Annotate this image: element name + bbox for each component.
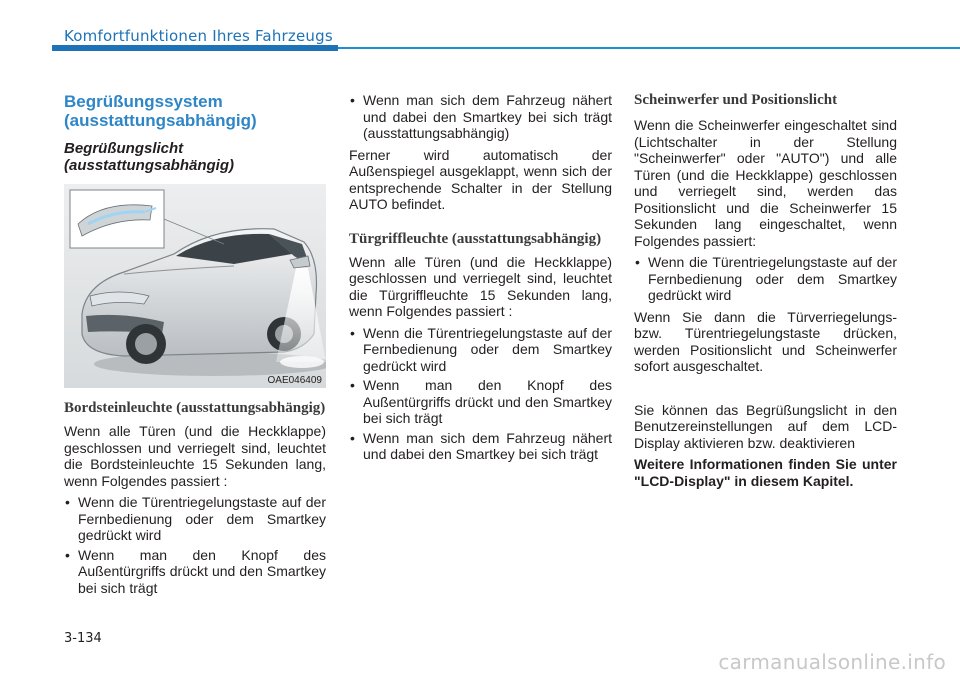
figure-code: OAE046409 [267,375,322,386]
car-drawing [64,184,326,388]
bullet-list [64,494,326,596]
column-left [64,92,326,601]
section-title-headlamp-position-light: Scheinwerfer und Positionslicht [634,92,838,108]
list-item: • Wenn die Türentriegelungstaste auf der Fernbedienung oder dem Smartkey gedrückt wird [65,494,326,543]
bullet-list [349,92,612,142]
column-right [634,92,897,494]
section-title-door-handle-light: Türgriffleuchte (ausstattungsabhängig) [349,230,602,247]
list-item: • Wenn die Türentriegelungstaste auf der Fernbedienung oder dem Smartkey gedrückt wird [635,254,897,303]
subsection-title-welcome-light: Begrüßungslicht (ausstattungsabhängig) [64,140,235,174]
section-title-curb-light: Bordsteinleuchte (ausstattungsabhängig) [64,400,326,416]
paragraph: Wenn Sie dann die Türverriegelungs- bzw. Türentriegelungstaste drücken, werden Positionslicht und Scheinwerfer sofort ausgeschaltet. [634,308,897,374]
page-number: 3-134 [64,631,102,646]
list-item: • Wenn man sich dem Fahrzeug nähert und dabei den Smartkey bei sich trägt (ausstattungsabhängig) [350,92,612,141]
paragraph: Wenn alle Türen (und die Heckklappe) geschlossen und verriegelt sind, leuchtet die Türgriffleuchte 15 Sekunden lang, wenn Folgendes passiert : [349,253,612,319]
paragraph: Wenn die Scheinwerfer eingeschaltet sind (Lichtschalter in der Stellung "Scheinwerfer" oder "AUTO") und alle Türen (und die Heckklappe) geschlossen und verriegelt sind, werden das Positionslicht und die Scheinwerfer 15 Sekunden lang eingeschaltet, wenn Folgendes passiert: [634,117,897,249]
bullet-list [634,254,897,304]
paragraph: Sie können das Begrüßungslicht in den Benutzereinstellungen auf dem LCD-Display aktivieren bzw. deaktivieren [634,401,897,451]
section-title-welcome-system: Begrüßungssystem (ausstattungsabhängig) [64,92,257,130]
chapter-header-title: Komfortfunktionen Ihres Fahrzeugs [64,27,333,45]
watermark-text: carmanualsonline.info [718,650,946,674]
car-illustration [64,184,326,388]
list-item: • Wenn man sich dem Fahrzeug nähert und dabei den Smartkey bei sich trägt [350,429,612,462]
list-item: • Wenn die Türentriegelungstaste auf der Fernbedienung oder dem Smartkey gedrückt wird [350,324,612,374]
bullet-list [349,325,612,463]
header-rule-accent [52,45,338,51]
column-middle [349,92,612,468]
paragraph: Wenn alle Türen (und die Heckklappe) geschlossen und verriegelt sind, leuchtet die Bordsteinleuchte 15 Sekunden lang, wenn Folgendes passiert : [64,423,326,489]
reference-note: Weitere Informationen finden Sie unter "LCD-Display" in diesem Kapitel. [634,456,897,489]
paragraph: Ferner wird automatisch der Außenspiegel ausgeklappt, wenn sich der entsprechende Schalter in der Stellung AUTO befindet. [349,146,612,212]
list-item: • Wenn man den Knopf des Außentürgriffs drückt und den Smartkey bei sich trägt [350,377,612,426]
list-item: • Wenn man den Knopf des Außentürgriffs drückt und den Smartkey bei sich trägt [65,546,326,596]
